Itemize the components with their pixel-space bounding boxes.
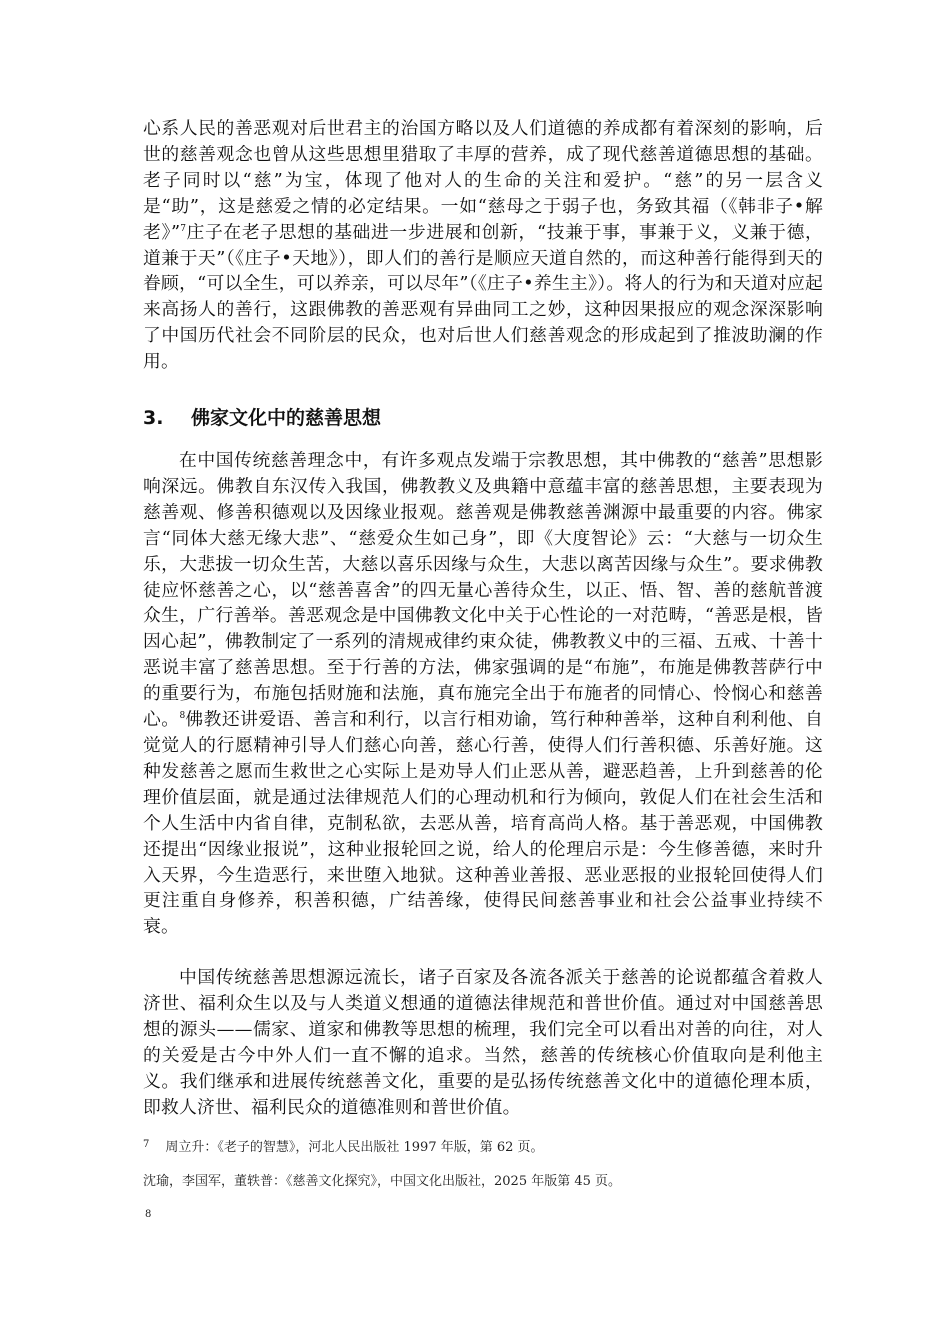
paragraph-1-text-a: 心系人民的善恶观对后世君主的治国方略以及人们道德的养成都有着深刻的影响，后世的慈善观念也曾从这些思想里猎取了丰厚的营养，成了现代慈善道德思想的基础。老子同时以“慈”为宝，体现了他对人的生命的关注和爱护。“慈”的另一层含义是“助”，这是慈爱之情的必定结果。一如“慈母之于弱子也，务致其福（《韩非子•解老》” [143,118,823,243]
body-paragraph-3: 中国传统慈善思想源远流长，诸子百家及各流各派关于慈善的论说都蕴含着救人济世、福利众生以及与人类道义想通的道德法律规范和普世价值。通过对中国慈善思想的源头——儒家、道家和佛教等思想的梳理，我们完全可以看出对善的向往，对人的关爱是古今中外人们一直不懈的追求。当然，慈善的传统核心价值取向是利他主义。我们继承和进展传统慈善文化，重要的是弘扬传统慈善文化中的道德伦理本质，即救人济世、福利民众的道德准则和普世价值。 [143,967,823,1118]
paragraph-2-text-a: 在中国传统慈善理念中，有许多观点发端于宗教思想，其中佛教的“慈善”思想影响深远。佛教自东汉传入我国，佛教教义及典籍中意蕴丰富的慈善思想，主要表现为慈善观、修善积德观以及因缘业报观。慈善观是佛教慈善渊源中最重要的内容。佛家言“同体大慈无缘大悲”、“慈爱众生如己身”，即《大度智论》云：“大慈与一切众生乐，大悲拔一切众生苦，大慈以喜乐因缘与众生，大悲以离苦因缘与众生”。要求佛教徒应怀慈善之心，以“慈善喜舍”的四无量心善待众生，以正、悟、智、善的慈航普渡众生，广行善举。善恶观念是中国佛教文化中关于心性论的一对范畴，“善恶是根，皆因心起”，佛教制定了一系列的清规戒律约束众徒，佛教教义中的三福、五戒、十善十恶说丰富了慈善思想。至于行善的方法，佛家强调的是“布施”，布施是佛教菩萨行中的重要行为，布施包括财施和法施，真布施完全出于布施者的同情心、怜悯心和慈善心。 [143,450,823,731]
footnote-8 [143,1173,621,1191]
footnote-ref-7[interactable]: 7 [180,223,187,234]
paragraph-1-text-b: 庄子在老子思想的基础进一步进展和创新，“技兼于事，事兼于义，义兼于德，道兼于天”（《庄子•天地》），即人们的善行是顺应天道自然的，而这种善行能得到天的眷顾，“可以全生，可以养亲，可以尽年”（《庄子•养生主》）。将人的行为和天道对应起来高扬人的善行，这跟佛教的善恶观有异曲同工之妙，这种因果报应的观念深深影响了中国历代社会不同阶层的民众，也对后世人们慈善观念的形成起到了推波助澜的作用。 [143,221,824,373]
footnote-7-text: 周立升：《老子的智慧》，河北人民出版社 1997 年版，第 62 页。 [165,1140,544,1155]
section-number: 3. [143,407,164,429]
body-paragraph-2 [143,448,823,940]
section-heading [143,404,381,432]
section-title: 佛家文化中的慈善思想 [191,407,382,429]
body-paragraph-1 [143,116,823,375]
footnote-8-number: 8 [145,1209,152,1220]
paragraph-2-text-b: 佛教还讲爱语、善言和利行，以言行相劝谕，笃行种种善举，这种自利利他、自觉觉人的行愿精神引导人们慈心向善，慈心行善，使得人们行善积德、乐善好施。这种发慈善之愿而生救世之心实际上是劝导人们止恶从善，避恶趋善，上升到慈善的伦理价值层面，就是通过法律规范人们的心理动机和行为倾向，敦促人们在社会生活和个人生活中内省自律，克制私欲，去恶从善，培育高尚人格。基于善恶观，中国佛教还提出“因缘业报说”，这种业报轮回之说，给人的伦理启示是：今生修善德，来时升入天界，今生造恶行，来世堕入地狱。这种善业善报、恶业恶报的业报轮回使得人们更注重自身修养，积善积德，广结善缘，使得民间慈善事业和社会公益事业持续不衰。 [143,709,823,938]
footnote-7 [143,1136,544,1157]
footnote-8-text: 沈瑜，李国军，董轶普：《慈善文化探究》，中国文化出版社，2025 年版第 45 页。 [143,1174,622,1189]
footnote-ref-8[interactable]: 8 [179,711,186,722]
footnote-7-number: 7 [143,1139,150,1150]
